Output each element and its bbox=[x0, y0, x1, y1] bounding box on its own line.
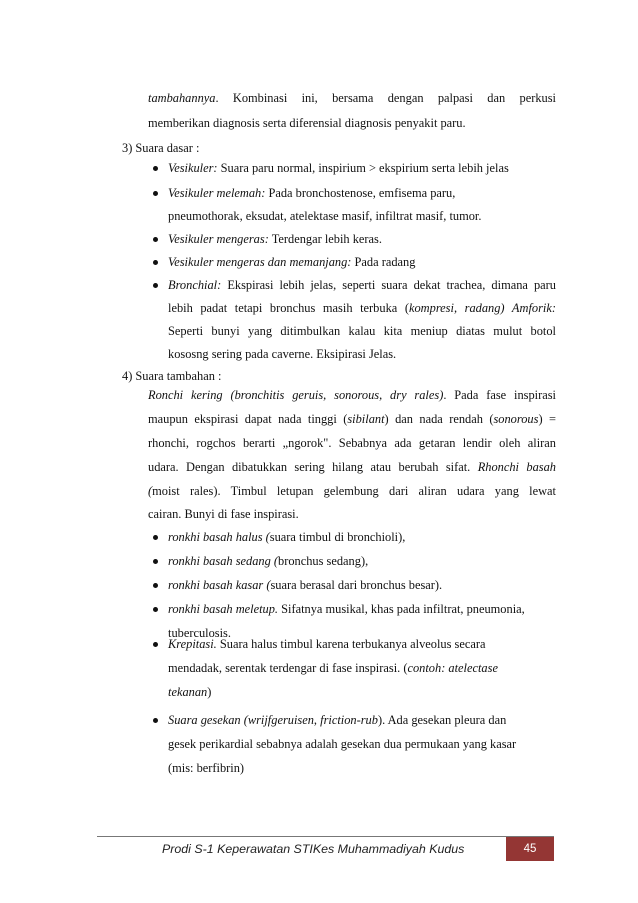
list-item-continuation: lebih padat tetapi bronchus masih terbuka (kompresi, radang) Amforik: bbox=[168, 301, 556, 315]
list-item-continuation: kososng sering pada caverne. Eksipirasi Jelas. bbox=[168, 347, 397, 361]
list-item: Krepitasi. Suara halus timbul karena terbukanya alveolus secara bbox=[168, 637, 486, 651]
list-item: ronkhi basah halus (suara timbul di bronchioli), bbox=[168, 530, 406, 544]
list-item: Vesikuler mengeras dan memanjang: Pada radang bbox=[168, 255, 416, 269]
bullet-icon bbox=[153, 718, 158, 723]
footer-divider bbox=[97, 836, 554, 837]
bullet-icon bbox=[153, 166, 158, 171]
section-heading-suara-dasar: 3) Suara dasar : bbox=[122, 141, 200, 155]
list-item-continuation: tuberculosis. bbox=[168, 626, 231, 640]
list-item: Suara gesekan (wrijfgeruisen, friction-rub). Ada gesekan pleura dan bbox=[168, 713, 507, 727]
list-item: Bronchial: Ekspirasi lebih jelas, seperti suara dekat trachea, dimana paru bbox=[168, 278, 556, 292]
list-item-continuation: pneumothorak, eksudat, atelektase masif, infiltrat masif, tumor. bbox=[168, 209, 482, 223]
list-item: ronkhi basah kasar (suara berasal dari bronchus besar). bbox=[168, 578, 443, 592]
bullet-icon bbox=[153, 607, 158, 612]
list-item: Vesikuler melemah: Pada bronchostenose, emfisema paru, bbox=[168, 186, 456, 200]
list-item-continuation: (mis: berfibrin) bbox=[168, 761, 245, 775]
list-item-continuation: gesek perikardial sebabnya adalah gesekan dua permukaan yang kasar bbox=[168, 737, 517, 751]
list-item: ronkhi basah sedang (bronchus sedang), bbox=[168, 554, 369, 568]
bullet-icon bbox=[153, 583, 158, 588]
list-item: ronkhi basah meletup. Sifatnya musikal, khas pada infiltrat, pneumonia, bbox=[168, 602, 525, 616]
section-heading-suara-tambahan: 4) Suara tambahan : bbox=[122, 369, 222, 383]
bullet-icon bbox=[153, 283, 158, 288]
paragraph-line: cairan. Bunyi di fase inspirasi. bbox=[148, 507, 299, 521]
bullet-icon bbox=[153, 642, 158, 647]
paragraph-line: memberikan diagnosis serta diferensial diagnosis penyakit paru. bbox=[148, 116, 466, 130]
paragraph-line: maupun ekspirasi dapat nada tinggi (sibilant) dan nada rendah (sonorous) = bbox=[148, 412, 556, 426]
bullet-icon bbox=[153, 260, 158, 265]
paragraph-line: (moist rales). Timbul letupan gelembung dari aliran udara yang lewat bbox=[148, 484, 556, 498]
list-item-continuation: Seperti bunyi yang ditimbulkan kalau kita meniup diatas mulut botol bbox=[168, 324, 556, 338]
list-item-continuation: tekanan) bbox=[168, 685, 212, 699]
bullet-icon bbox=[153, 535, 158, 540]
paragraph-line: udara. Dengan dibatukkan sering hilang atau berubah sifat. Rhonchi basah bbox=[148, 460, 556, 474]
bullet-icon bbox=[153, 559, 158, 564]
list-item: Vesikuler mengeras: Terdengar lebih keras. bbox=[168, 232, 382, 246]
paragraph-line: rhonchi, rogchos berarti „ngorok". Sebabnya ada getaran lendir oleh aliran bbox=[148, 436, 556, 450]
page-number-badge: 45 bbox=[506, 837, 554, 861]
list-item-continuation: mendadak, serentak terdengar di fase inspirasi. (contoh: atelectase bbox=[168, 661, 498, 675]
bullet-icon bbox=[153, 237, 158, 242]
paragraph-line: Ronchi kering (bronchitis geruis, sonorous, dry rales). Pada fase inspirasi bbox=[148, 388, 556, 402]
bullet-icon bbox=[153, 191, 158, 196]
footer-institution: Prodi S-1 Keperawatan STIKes Muhammadiyah Kudus bbox=[162, 842, 465, 856]
list-item: Vesikuler: Suara paru normal, inspirium > ekspirium serta lebih jelas bbox=[168, 161, 509, 175]
paragraph-line: tambahannya. Kombinasi ini, bersama dengan palpasi dan perkusi bbox=[148, 91, 556, 105]
